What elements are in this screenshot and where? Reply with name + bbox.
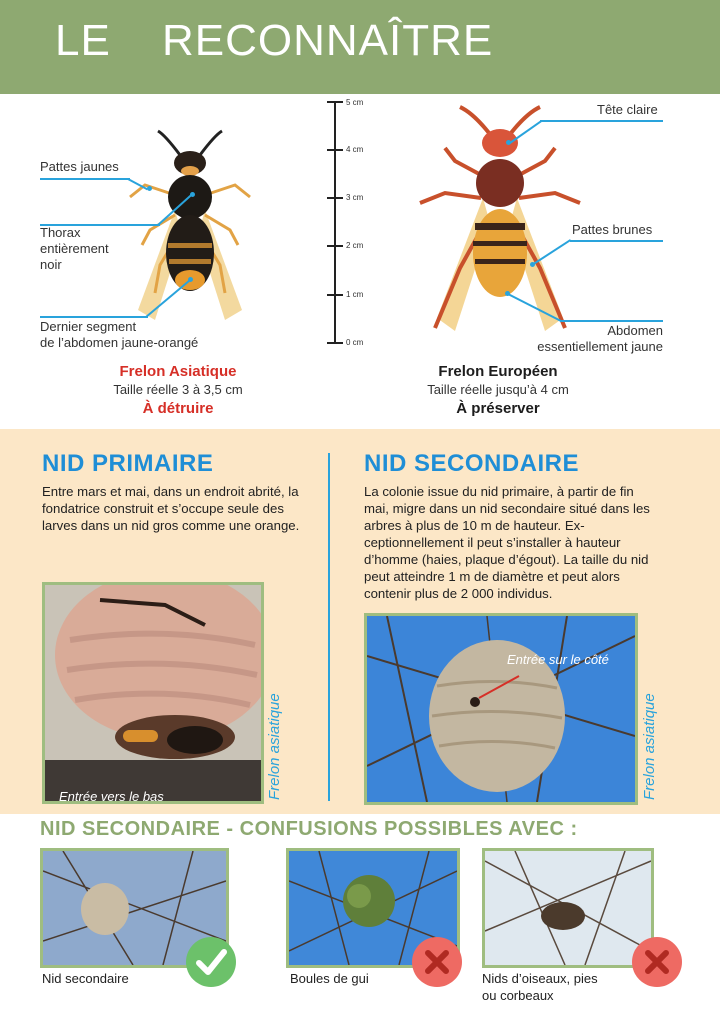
european-hornet-name: Frelon Européen — [438, 363, 558, 380]
label-yellow-abdomen: Abdomen essentiellement jaune — [537, 323, 663, 354]
scale-label-3: 3 cm — [346, 193, 364, 202]
cross-icon-bird-nest — [632, 937, 682, 987]
secondary-nest-title: NID SECONDAIRE — [364, 450, 580, 477]
confusion-photo-bird-nest — [482, 848, 654, 968]
cross-icon-mistletoe — [412, 937, 462, 987]
scale-label-2: 2 cm — [346, 241, 364, 250]
asian-hornet-illustration — [120, 125, 260, 340]
label-light-head: Tête claire — [597, 102, 658, 117]
confusion-caption-bird-nest: Nids d’oiseaux, pies ou corbeaux — [482, 971, 598, 1003]
confusions-title: NID SECONDAIRE - CONFUSIONS POSSIBLES AVEC : — [40, 818, 578, 840]
header-title-word2: RECONNAÎTRE — [162, 16, 494, 65]
scale-label-5: 5 cm — [346, 98, 364, 107]
header-title-word1: LE — [55, 16, 111, 65]
check-icon — [186, 937, 236, 987]
header-banner — [0, 0, 720, 94]
primary-photo-caption: Entrée vers le bas — [59, 789, 164, 804]
primary-nest-text: Entre mars et mai, dans un endroit abrité, la fondatrice construit et s’occupe seule des larves dans un nid gros comme une orange. — [42, 484, 300, 533]
european-hornet-size: Taille réelle jusqu’à 4 cm — [427, 382, 569, 397]
primary-nest-title: NID PRIMAIRE — [42, 450, 214, 477]
secondary-nest-text: La colonie issue du nid primaire, à partir de fin mai, migre dans un nid secondaire situé dans les arbres à plus de 10 m de hauteur. Ex-ceptionnellement il peut s’installer à hauteur d’homme (haies, plaque d’égout). La taille du nid peut atteindre 1 m de diamètre et peut alors contenir plus de 2 000 individus. — [364, 484, 650, 601]
scale-label-4: 4 cm — [346, 145, 364, 154]
label-black-thorax: Thorax entièrement noir — [40, 225, 109, 272]
label-brown-legs: Pattes brunes — [572, 222, 653, 237]
secondary-nest-photo — [364, 613, 638, 805]
confusion-caption-secondary-nest: Nid secondaire — [42, 971, 129, 986]
european-hornet-action: À préserver — [456, 400, 540, 417]
scale-label-1: 1 cm — [346, 290, 364, 299]
primary-side-label: Frelon asiatique — [266, 693, 283, 800]
label-yellow-legs: Pattes jaunes — [40, 159, 119, 174]
european-hornet-illustration — [415, 103, 585, 348]
scale-label-0: 0 cm — [346, 338, 364, 347]
secondary-side-label: Frelon asiatique — [641, 693, 658, 800]
primary-nest-photo — [42, 582, 264, 804]
confusion-caption-mistletoe: Boules de gui — [290, 971, 369, 986]
size-scale — [320, 98, 380, 348]
secondary-photo-caption: Entrée sur le côté — [507, 652, 609, 667]
asian-hornet-action: À détruire — [142, 400, 214, 417]
asian-hornet-size: Taille réelle 3 à 3,5 cm — [113, 382, 243, 397]
label-abdomen-segment: Dernier segment de l’abdomen jaune-orangé — [40, 319, 199, 350]
section-divider — [328, 453, 330, 801]
asian-hornet-name: Frelon Asiatique — [119, 363, 237, 380]
